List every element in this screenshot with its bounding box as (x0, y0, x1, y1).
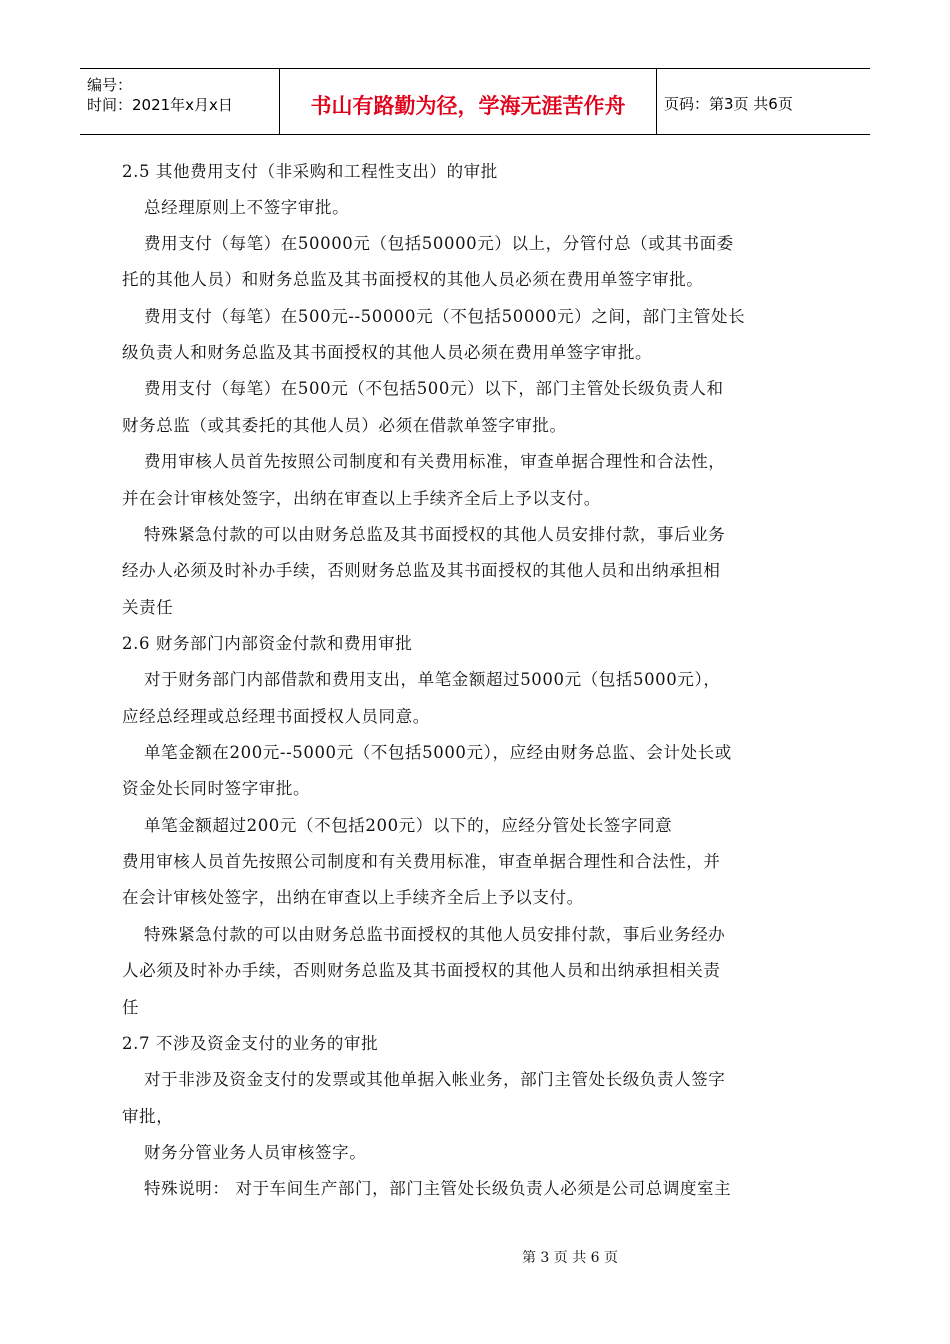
paragraph-line: 应经总经理或总经理书面授权人员同意。 (122, 707, 430, 726)
doc-date-label: 时间：2021年x月x日 (87, 96, 233, 114)
section-heading-2-6: 2.6 财务部门内部资金付款和费用审批 (122, 634, 413, 653)
section-heading-2-7: 2.7 不涉及资金支付的业务的审批 (122, 1034, 379, 1053)
paragraph-line: 关责任 (122, 598, 174, 617)
paragraph-line: 并在会计审核处签字，出纳在审查以上手续齐全后上予以支付。 (122, 489, 601, 508)
paragraph-line: 费用支付（每笔）在50000元（包括50000元）以上，分管付总（或其书面委 (144, 234, 734, 253)
paragraph-line: 单笔金额超过200元（不包括200元）以下的，应经分管处长签字同意 (144, 816, 673, 835)
header-meta (80, 69, 280, 134)
paragraph-line: 审批， (122, 1107, 174, 1126)
paragraph-line: 单笔金额在200元--5000元（不包括5000元），应经由财务总监、会计处长或 (144, 743, 732, 762)
paragraph-line: 级负责人和财务总监及其书面授权的其他人员必须在费用单签字审批。 (122, 343, 653, 362)
paragraph-line: 财务总监（或其委托的其他人员）必须在借款单签字审批。 (122, 416, 567, 435)
paragraph-line: 特殊紧急付款的可以由财务总监及其书面授权的其他人员安排付款，事后业务 (144, 525, 726, 544)
paragraph-line: 任 (122, 998, 140, 1017)
paragraph-line: 特殊说明： 对于车间生产部门，部门主管处长级负责人必须是公司总调度室主 (144, 1179, 732, 1198)
header-motto: 书山有路勤为径，学海无涯苦作舟 (280, 69, 657, 134)
paragraph-line: 在会计审核处签字，出纳在审查以上手续齐全后上予以支付。 (122, 888, 584, 907)
paragraph-line: 费用审核人员首先按照公司制度和有关费用标准，审查单据合理性和合法性， (144, 452, 726, 471)
document-header (80, 68, 870, 135)
paragraph-line: 人必须及时补办手续，否则财务总监及其书面授权的其他人员和出纳承担相关责 (122, 961, 721, 980)
page-footer: 第 3 页 共 6 页 (521, 1250, 619, 1266)
paragraph-line: 资金处长同时签字审批。 (122, 779, 311, 798)
paragraph-line: 特殊紧急付款的可以由财务总监书面授权的其他人员安排付款，事后业务经办 (144, 925, 726, 944)
paragraph-line: 总经理原则上不签字审批。 (144, 198, 350, 217)
paragraph-line: 对于财务部门内部借款和费用支出，单笔金额超过5000元（包括5000元）， (144, 670, 721, 689)
paragraph-line: 财务分管业务人员审核签字。 (144, 1143, 367, 1162)
paragraph-line: 费用支付（每笔）在500元--50000元（不包括50000元）之间，部门主管处长 (144, 307, 746, 326)
paragraph-line: 经办人必须及时补办手续，否则财务总监及其书面授权的其他人员和出纳承担相 (122, 561, 721, 580)
paragraph-line: 费用审核人员首先按照公司制度和有关费用标准，审查单据合理性和合法性，并 (122, 852, 721, 871)
doc-number-label: 编号： (87, 76, 133, 94)
paragraph-line: 对于非涉及资金支付的发票或其他单据入帐业务，部门主管处长级负责人签字 (144, 1070, 726, 1089)
header-page-code: 页码：第3页 共6页 (664, 95, 793, 113)
paragraph-line: 费用支付（每笔）在500元（不包括500元）以下，部门主管处长级负责人和 (144, 379, 724, 398)
section-heading-2-5: 2.5 其他费用支付（非采购和工程性支出）的审批 (122, 162, 498, 181)
paragraph-line: 托的其他人员）和财务总监及其书面授权的其他人员必须在费用单签字审批。 (122, 270, 704, 289)
